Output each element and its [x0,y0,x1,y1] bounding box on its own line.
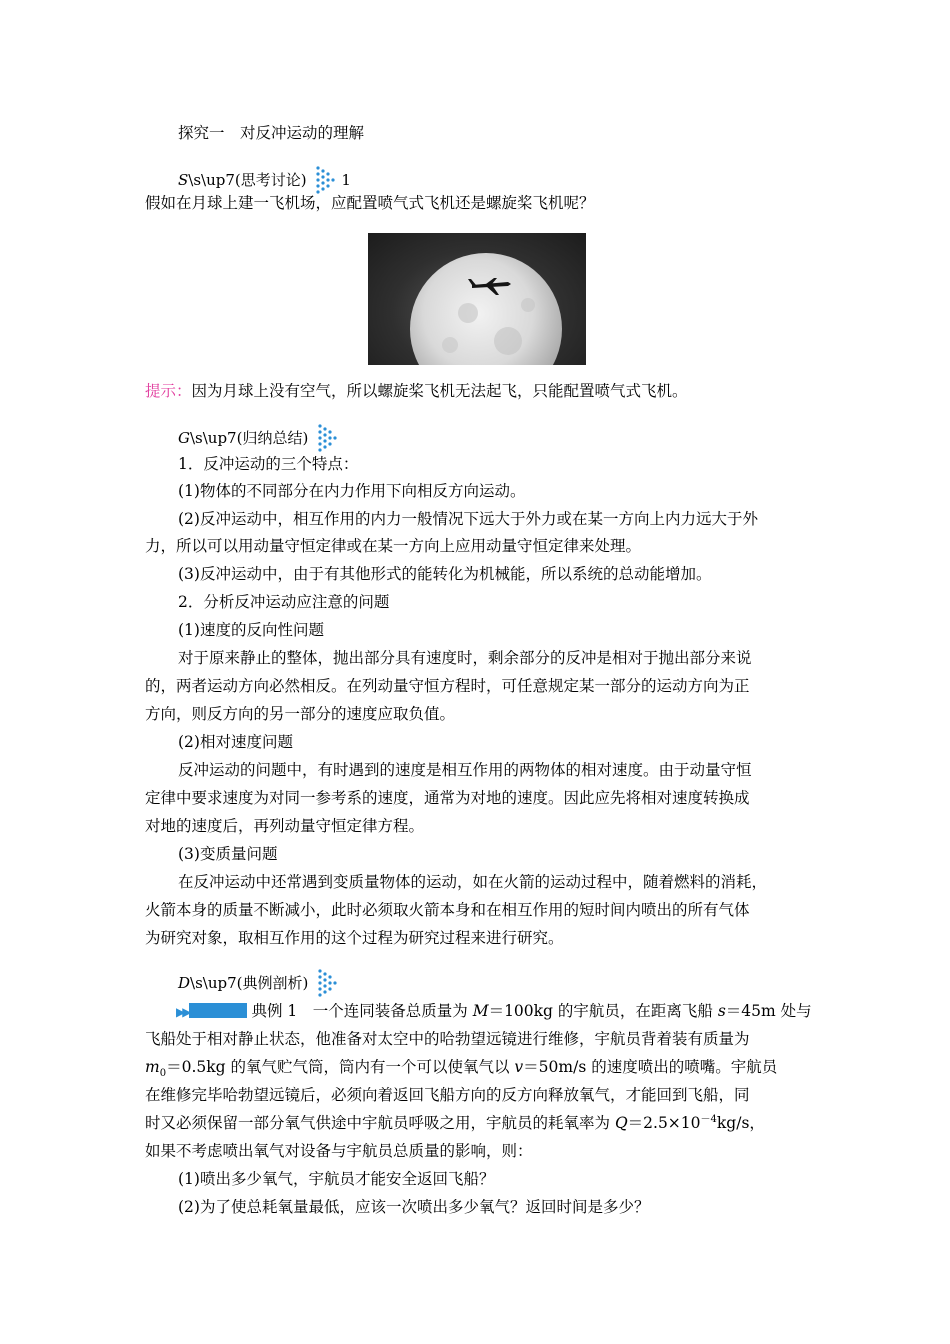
example-line: 在维修完毕哈勃望远镜后，必须向着返回飞船方向的反方向释放氧气，才能回到飞船，同 [145,1086,750,1104]
paragraph-line: 火箭本身的质量不断减小，此时必须取火箭本身和在相互作用的短时间内喷出的所有气体 [145,901,750,919]
question-2: (2)为了使总耗氧量最低，应该一次喷出多少氧气？返回时间是多少？ [178,1198,650,1216]
paragraph-line: (3)反冲运动中，由于有其他形式的能转化为机械能，所以系统的总动能增加。 [178,565,712,583]
think-letter: S [178,171,189,189]
summary-code: \s\up7(归纳总结) [189,429,309,447]
paragraph-line: (2)反冲运动中，相互作用的内力一般情况下远大于外力或在某一方向上内力远大于外 [178,510,758,528]
paragraph-line: 定律中要求速度为对同一参考系的速度，通常为对地的速度。因此应先将相对速度转换成 [145,789,750,807]
moon-airplane-photo [368,233,586,365]
moon-image [368,233,586,365]
example-letter: D [178,974,191,992]
example-line: 如果不考虑喷出氧气对设备与宇航员总质量的影响，则： [145,1142,533,1160]
fast-forward-icon: ▶▶ [176,1005,189,1019]
paragraph-line: 的，两者运动方向必然相反。在列动量守恒方程时，可任意规定某一部分的运动方向为正 [145,677,750,695]
summary-header [178,423,343,457]
hint-label: 提示： [145,382,192,400]
chevron-right-icon [317,968,339,1002]
paragraph-line: 在反冲运动中还常遇到变质量物体的运动，如在火箭的运动过程中，随着燃料的消耗， [178,873,768,891]
example-line: $m_0=0.5kg$ 的氧气贮气筒，筒内有一个可以使氧气以 v＝50m/s 的速度喷出的喷嘴。宇航员 [145,1058,778,1080]
paragraph-line: 为研究对象，取相互作用的这个过程为研究过程来进行研究。 [145,929,564,947]
example-tag [189,1003,247,1018]
question-1: (1)喷出多少氧气，宇航员才能安全返回飞船？ [178,1170,495,1188]
paragraph-line: (1)速度的反向性问题 [178,621,324,639]
think-code: \s\up7(思考讨论) [188,171,307,189]
example-code: \s\up7(典例剖析) [190,974,309,992]
paragraph-line: 对于原来静止的整体，抛出部分具有速度时，剩余部分的反冲是相对于抛出部分来说 [178,649,752,667]
question-text: 假如在月球上建一飞机场，应配置喷气式飞机还是螺旋桨飞机呢？ [145,194,595,212]
summary-letter: G [178,429,190,447]
paragraph-line: (3)变质量问题 [178,845,278,863]
hint-text: 因为月球上没有空气，所以螺旋桨飞机无法起飞，只能配置喷气式飞机。 [191,382,688,400]
section-title: 探究一 对反冲运动的理解 [178,124,365,142]
example-line: 时又必须保留一部分氧气供途中宇航员呼吸之用，宇航员的耗氧率为 $Q=2.5\times 10^{-4}kg/s$， [145,1113,765,1132]
paragraph-line: 力，所以可以用动量守恒定律或在某一方向上应用动量守恒定律来处理。 [145,537,642,555]
example-header [178,968,343,1002]
paragraph-line: 1．反冲运动的三个特点： [178,455,359,473]
paragraph-line: 反冲运动的问题中，有时遇到的速度是相互作用的两物体的相对速度。由于动量守恒 [178,761,752,779]
think-number: 1 [341,171,351,189]
paragraph-line: (1)物体的不同部分在内力作用下向相反方向运动。 [178,482,526,500]
paragraph-line: 对地的速度后，再列动量守恒定律方程。 [145,817,425,835]
chevron-right-icon [317,423,339,457]
paragraph-line: 2．分析反冲运动应注意的问题 [178,593,390,611]
example-line: 飞船处于相对静止状态，他准备对太空中的哈勃望远镜进行维修，宇航员背着装有质量为 [145,1030,750,1048]
hint-line [145,381,688,401]
paragraph-line: (2)相对速度问题 [178,733,293,751]
paragraph-line: 方向，则反方向的另一部分的速度应取负值。 [145,705,456,723]
example-line: ▶▶ 典例 1 一个连同装备总质量为 M＝100kg 的宇航员，在距离飞船 s＝45m 处与 [176,1002,812,1020]
